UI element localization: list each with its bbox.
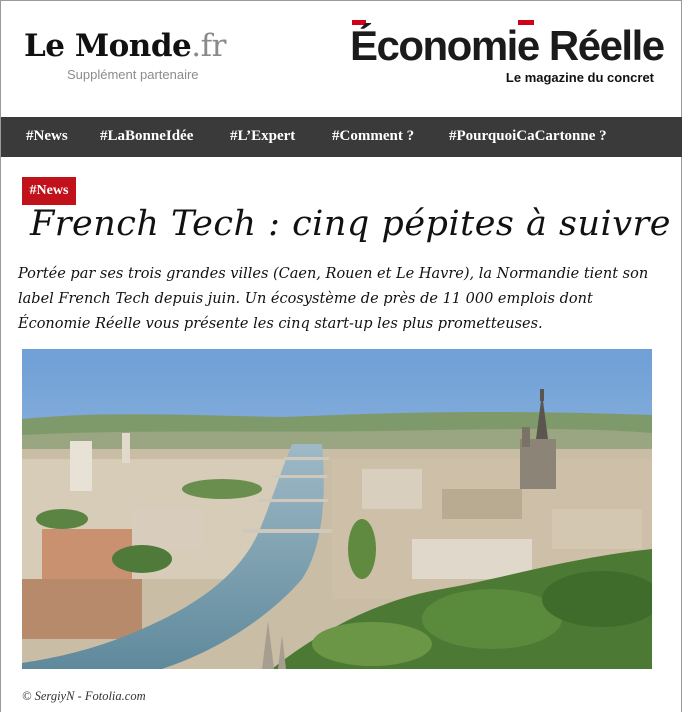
category-badge[interactable]: #News	[22, 177, 76, 205]
nav-item-comment[interactable]: #Comment ?	[332, 128, 415, 144]
lemonde-logo[interactable]	[24, 28, 226, 64]
nav-item-news[interactable]: #News	[26, 128, 68, 144]
economie-reelle-logo[interactable]: Économie Réelle	[350, 22, 664, 69]
lemonde-logo-domain: .fr	[191, 28, 226, 64]
article-headline: French Tech : cinq pépites à suivre	[30, 204, 671, 244]
article-photo-rouen-cityscape	[22, 349, 652, 669]
magazine-tagline: Le magazine du concret	[505, 70, 654, 85]
article-lead: Portée par ses trois grandes villes (Caen, Rouen et Le Havre), la Normandie tient son label French Tech depuis juin. Un écosystème de près de 11 000 emplois dont Économie Réelle vous présente les cinq start-up les plus prometteuses.	[18, 266, 649, 332]
photo-credit: © SergiyN - Fotolia.com	[22, 689, 146, 703]
nav-item-labonneidee[interactable]: #LaBonneIdée	[100, 128, 194, 144]
partner-supplement-label: Supplément partenaire	[67, 67, 199, 82]
lemonde-logo-main: Le Monde	[24, 28, 192, 64]
nav-item-lexpert[interactable]: #L’Expert	[230, 128, 296, 144]
nav-item-pourquoicacartonne[interactable]: #PourquoiCaCartonne ?	[449, 128, 607, 144]
category-navbar	[1, 117, 682, 157]
